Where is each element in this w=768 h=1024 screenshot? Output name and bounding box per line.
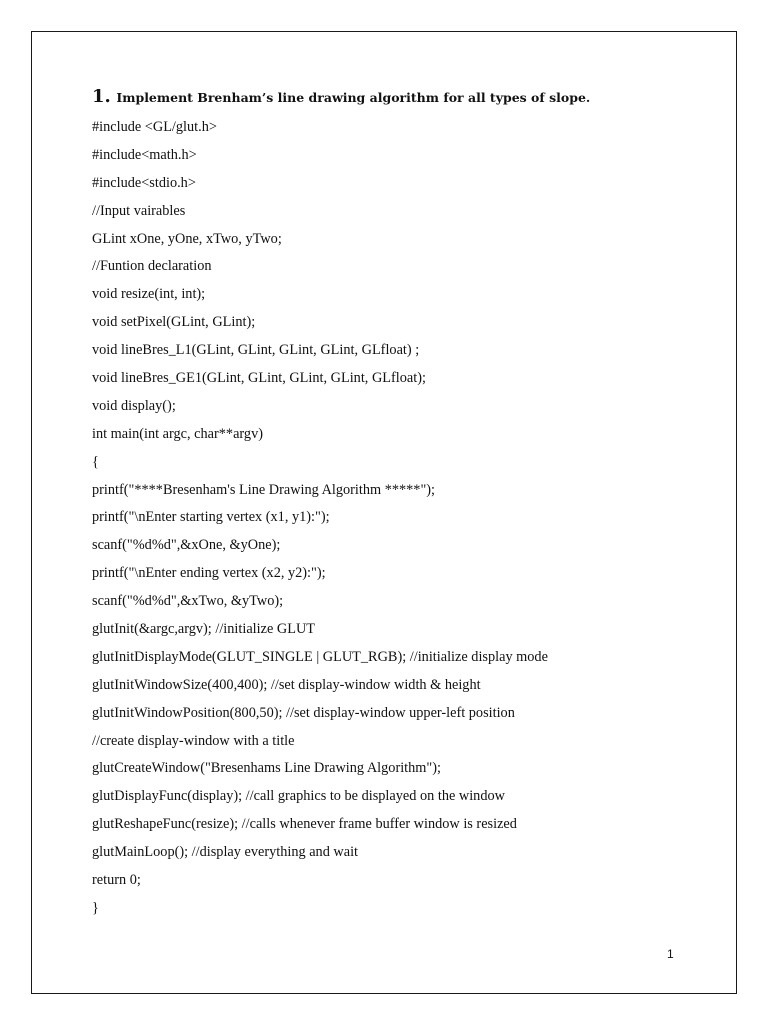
code-line: #include<math.h> xyxy=(92,146,197,163)
code-line: printf("\nEnter starting vertex (x1, y1):"); xyxy=(92,509,330,526)
question-title: Implement Brenham’s line drawing algorithm for all types of slope. xyxy=(116,90,591,105)
code-line: void lineBres_GE1(GLint, GLint, GLint, GLint, GLfloat); xyxy=(92,370,426,387)
code-line: printf("****Bresenham's Line Drawing Algorithm *****"); xyxy=(92,481,436,498)
code-line: } xyxy=(92,899,99,916)
code-line: #include <GL/glut.h> xyxy=(92,119,217,135)
code-line: glutInitWindowPosition(800,50); //set display-window upper-left position xyxy=(92,704,515,721)
code-line: GLint xOne, yOne, xTwo, yTwo; xyxy=(92,230,282,247)
code-listing xyxy=(92,118,548,927)
code-line: glutInitWindowSize(400,400); //set display-window width & height xyxy=(92,676,481,693)
code-line: void display(); xyxy=(92,397,176,414)
question-number: 1. xyxy=(92,86,111,107)
code-line: //Input vairables xyxy=(92,202,186,219)
code-line: glutInitDisplayMode(GLUT_SINGLE | GLUT_RGB); //initialize display mode xyxy=(92,648,548,665)
code-line: void lineBres_L1(GLint, GLint, GLint, GLint, GLfloat) ; xyxy=(92,342,420,359)
code-line: { xyxy=(92,453,99,470)
code-line: glutInit(&argc,argv); //initialize GLUT xyxy=(92,621,315,638)
code-line: void resize(int, int); xyxy=(92,286,206,303)
code-line: glutDisplayFunc(display); //call graphics to be displayed on the window xyxy=(92,788,505,805)
code-line: //Funtion declaration xyxy=(92,258,212,275)
code-line: glutReshapeFunc(resize); //calls whenever frame buffer window is resized xyxy=(92,816,517,833)
code-line: int main(int argc, char**argv) xyxy=(92,425,263,442)
code-line: glutCreateWindow("Bresenhams Line Drawing Algorithm"); xyxy=(92,760,441,777)
code-line: return 0; xyxy=(92,872,141,889)
code-line: scanf("%d%d",&xTwo, &yTwo); xyxy=(92,593,284,610)
code-line: //create display-window with a title xyxy=(92,732,295,749)
code-line: #include<stdio.h> xyxy=(92,174,196,191)
code-line: printf("\nEnter ending vertex (x2, y2):"); xyxy=(92,565,326,582)
code-line: void setPixel(GLint, GLint); xyxy=(92,314,256,331)
page-number: 1 xyxy=(667,947,674,961)
code-line: scanf("%d%d",&xOne, &yOne); xyxy=(92,537,281,554)
code-line: glutMainLoop(); //display everything and wait xyxy=(92,844,359,861)
question-heading xyxy=(92,86,590,107)
